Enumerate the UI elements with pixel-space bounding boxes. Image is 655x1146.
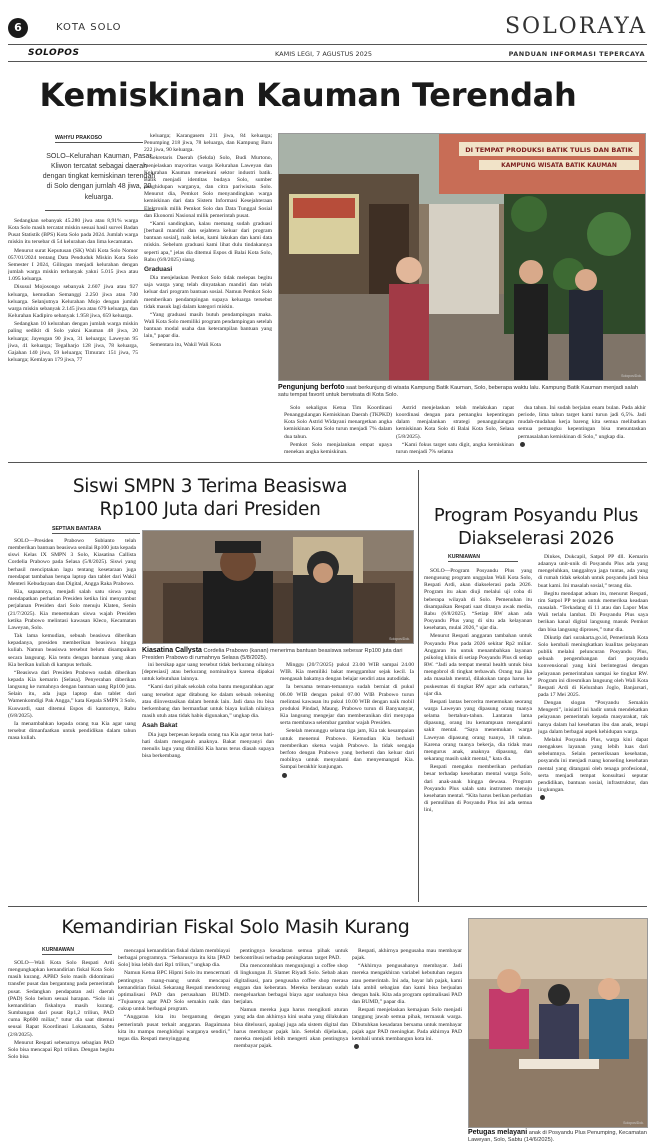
section-divider-2	[8, 906, 647, 907]
body-paragraph: mencapai kemandirian fiskal dalam membiayai berbagai programnya. “Seharusnya itu kita [PAD Solo] bisa lebih dari Rp1 triliun,” ungkap dia.	[118, 948, 230, 969]
section-divider-1	[8, 462, 647, 463]
article4-column-1	[8, 960, 114, 1142]
body-paragraph: Namun Ketua BPC Hipmi Solo itu mencermati pentingnya ruang-ruang untuk mencapai kemandirian fiskal. Sekarang Respati mendorong optimalisasi PAD dan perusahaan BUMD. “Tujuannya agar PAD Solo semakin naik dan cukup untuk berbagai program.	[118, 970, 230, 1013]
article2-subhead-asah-bakat: Asah Bakat	[142, 722, 178, 730]
article1-photo	[278, 133, 646, 381]
masthead-divider-bottom	[8, 61, 647, 62]
article3-headline-line1: Program Posyandu Plus	[433, 505, 639, 526]
article1-photo-caption	[278, 383, 646, 400]
body-paragraph: Sedangkan 10 kelurahan dengan jumlah warga miskin paling sedikit di Solo yakni Kauman 48 jiwa, 20 keluarga; Jayengan 90 jiwa, 31 keluarga; Laweyan 95 jiwa, 41 keluarga; Tegalharjo 128 jiwa, 78 keluarga, Gajahan 140 jiwa, 59 keluarga; Timuran: 151 jiwa, 75 keluarga; Kemlayan 179 jiwa, 77	[8, 321, 138, 363]
masthead	[0, 0, 655, 64]
article1-subhead-graduasi: Graduasi	[144, 265, 173, 273]
body-paragraph: Tak lama kemudian, sebuah beasiswa diberikan kepadanya, presiden memberikan beasiswa hingga kuliah. Namun beasiswa tersebut belum disampaikan secara langsung. Kia tentu dengan bantuan yang akan Kia berikan kuliah di kampus terbaik.	[8, 633, 136, 668]
photo-sign-text-2: KAMPUNG WISATA BATIK KAUMAN	[501, 162, 617, 169]
article2-headline	[10, 475, 410, 521]
article1-column-2	[144, 133, 272, 456]
article1-column-1	[8, 218, 138, 456]
article-end-icon	[540, 795, 545, 800]
article3-headline	[422, 505, 650, 550]
photo-sign-text-1: DI TEMPAT PRODUKSI BATIK TULIS DAN BATIK	[465, 146, 633, 154]
masthead-divider	[8, 44, 647, 45]
body-paragraph: “Kami sandingkan, kalau memang sudah graduasi [berhasil mandiri dan sejahtera keluar dari program bantuan sosial], naik kelas, kami lakukan dan kami data miskin. Sebelum graduasi kami lihat dulu tindakannya seperti apa,” jelas dia ditemui Espos di Balai Kota Solo, Rabu (6/8/2025) siang.	[144, 220, 272, 263]
article2-caption-text: Cordelia Prabowo (kanan) menerima bantuan beasiswa sebesar Rp100 juta dari Presiden Prabowo di rumahnya Selasa (5/8/2025).	[142, 648, 403, 662]
article4-column-3	[234, 948, 348, 1142]
body-paragraph: pentingnya kesadaran semua pihak untuk berkontribusi terhadap peningkatan target PAD.	[234, 948, 348, 962]
body-paragraph: Dia mencontohkan mengunjungi a coffee shop di lingkungan Jl. Slamet Riyadi Solo. Sebab akan digitalisasi, para pengusaha coffee shop merasa enggan dan keberatan. Mereka beralasan sudah mengeluarkan berbagai biaya agar usahanya bisa berjalan.	[234, 963, 348, 1006]
article4-photo-caption	[468, 1128, 648, 1145]
body-paragraph: SOLO—Program Posyandu Plus yang mengusung program unggulan Wali Kota Solo, Respati Ardi, akan diakselerasi pada 2026. Program itu akan diuji melalui uji coba di beberapa wilayah di Solo. Pemenuhan itu disampaikan Respati saat ditanya awak media, Rabu (6/8/2025). “Setiap RW akan ada Posyandu Plus yang di situ ada kelayanan kesehatan, mulai 2026,” ujar dia.	[424, 568, 532, 632]
article4-photo-credit: Solopos/Dok.	[623, 1121, 644, 1125]
body-paragraph: dua tahun. Ini sudah berjalan enam bulan. Pada akhir periode, lima tahun target kami turun jadi 6,5%. Jadi mudah-mudahan kerja bareng kita semua melibatkan semua pemangku kepentingan bisa menuntaskan permasalahan kemiskinan di Solo,” ungkap dia.	[518, 405, 646, 440]
article1-summary: SOLO–Kelurahan Kauman, Pasar Kliwon tercatat sebagai daerah dengan tingkat kemiskinan terendah di Solo dengan jumlah 48 jiwa, 20 keluarga.	[42, 153, 156, 201]
body-paragraph: Sekretaris Daerah (Sekda) Solo, Budi Murtono, menjelaskan mayoritas warga Kelurahan Laweyan dan Kelurahan Kauman menekuni sektor industri batik. Batik menjadi identitas budaya Solo, sumber penghidupan warganya, dan citra pariwisata Solo. Menurut dia, Pemkot Solo menyandingkan warga kemiskinan dari data Sistem Informasi Kesejahteraan Elektronik milik Pemkot Solo dan Data Tunggal Sosial dan Ekonomi Nasional milik pemerintah pusat.	[144, 155, 272, 219]
article2-photo-credit: Solopos/Dok.	[389, 637, 410, 641]
posyandu-photo	[469, 919, 648, 1128]
body-paragraph: Respati menjelaskan kemajuan Solo menjadi tanggung jawab semua pihak, termasuk warga. Dibutuhkan kesadaran bersama untuk membayar pajak agar PAD meningkat. Pada akhirnya PAD kembali untuk membangun kota ini.	[352, 1007, 462, 1042]
article2-column-3	[280, 662, 414, 902]
article1-byline: WAHYU PRAKOSO	[55, 135, 143, 143]
article1-column-4	[396, 405, 514, 457]
beasiswa-photo	[143, 531, 414, 644]
article3-column-1	[424, 568, 532, 902]
article4-column-2	[118, 948, 230, 1142]
article4-column-4	[352, 948, 462, 1142]
body-paragraph: Dia juga berpesan kepada orang tua Kia agar terus hati-hati dalam mengasuh anaknya. Bakat menyanyi dan menulis lagu yang dimiliki Kia harus terus diasah supaya bisa berkembang.	[142, 731, 274, 760]
article4-caption-text: anak di Posyandu Plus Penumping, Kecamatan Laweyan, Solo, Sabtu (14/6/2025).	[468, 1130, 647, 1144]
body-paragraph: Menurut surat Keputusan (SK) Wali Kota Solo Nomor 057/01/2024 tentang Data Penduduk Miskin Kota Solo Semester I 2024, Gilingan menjadi kelurahan dengan jumlah warga miskin terbanyak yakni 5.015 jiwa atau 1.095 keluarga.	[8, 247, 138, 283]
article1-photo-credit: Solopos/Dok.	[621, 374, 642, 378]
article2-column-2	[142, 662, 274, 902]
body-paragraph: “Kami fokus target satu digit, angka kemiskinan turun menjadi 7% selama	[396, 441, 514, 455]
article-end-icon	[282, 773, 287, 778]
body-paragraph: “Kami dari pihak sekolah coba bantu mengarahkan agar uang tersebut agar ditabung ke dalam sebuah rekening atau diinvestasikan dalam bentuk lain. Jadi dana itu bisa berkembang dan bermanfaat untuk biaya kuliah nilainya masih utuh atau tidak habis digunakan,” ungkap dia.	[142, 684, 274, 720]
article1-caption-text: saat berkunjung di wisata Kampung Batik Kauman, Solo, beberapa waktu lalu. Kampung Batik Kauman menjadi salah satu tempat favorit untuk berwisata di Kota Solo.	[278, 385, 639, 399]
body-paragraph: Astrid menjelaskan telah melakukan rapat koordinasi dengan para pemangku kepentingan dalam menjalankan strategi penanggulangan kemiskinan Kota Solo di Balai Kota Solo, Selasa (5/8/2025).	[396, 405, 514, 440]
body-paragraph: “Beasiswa dari Presiden Prabowo sudah diberikan kepada Kia kemarin [Selasa]. Penyerahan diberikan langsung ke rumahnya dengan bantuan uang Rp100 juta. Selain itu, ada juga laptop dan tablet dari Wamenkomdigi Pak Angga,” kata Kepala SMPN 3 Solo, Kuswardi, saat ditemui Espos di kantornya, Rabu (6/8/2025).	[8, 669, 136, 719]
article4-byline: KURNIAWAN	[42, 947, 112, 955]
body-paragraph: Ia menambahkan kepada orang tua Kia agar uang tersebut dimanfaatkan untuk pendidikan dalam tahun masa kuliah.	[8, 720, 136, 742]
article1-summary-rule	[45, 210, 155, 211]
article3-headline-line2: Diakselerasi 2026	[457, 527, 615, 549]
article1-column-3	[284, 405, 392, 457]
body-paragraph: Respati, akhirnya pengusaha mau membayar pajak.	[352, 948, 462, 962]
article2-caption-bold: Kiasatina Callysta	[142, 647, 202, 654]
section-label: KOTA SOLO	[56, 22, 122, 33]
article2-photo	[142, 530, 414, 644]
body-paragraph: keluarga; Karangasem 211 jiwa, 84 keluarga; Penumping 218 jiwa, 78 keluarga, dan Kampung Baru 222 jiwa, 90 keluarga.	[144, 133, 272, 154]
publication-name: SOLORAYA	[504, 14, 647, 39]
body-paragraph: Disusul Mojosongo sebanyak 2.607 jiwa atau 927 keluarga, kemudian Semanggi 2.250 jiwa atau 740 keluarga. Selanjutnya Kelurahan Mojo dengan jumlah warga miskin sebanyak 2.145 jiwa atau 679 keluarga, dan Kelurahan Kadipiro sebanyak 1.958 jiwa, 659 keluarga.	[8, 284, 138, 320]
body-paragraph: “Anggaran kita itu bergantung dengan pemerintah pusat terkait anggaran. Bagaimana kita itu mampu menghidupi warganya sendiri,” tegas dia. Respati menyinggung	[118, 1014, 230, 1042]
article4-caption-bold: Petugas melayani	[468, 1129, 528, 1136]
article-end-icon	[354, 1044, 359, 1049]
solopos-logo: SOLOPOS	[28, 48, 80, 58]
body-paragraph: Solo sekaligus Ketua Tim Koordinasi Penanggulangan Kemiskinan Daerah (TKPKD) Kota Solo Astrid Widayani menargetkan angka kemiskinan Kota Solo turun menjadi 7% dalam dua tahun.	[284, 405, 392, 440]
body-paragraph: Namun mereka juga harus mengikuti aturan yang ada dan akhirnya kini usaha yang dilakukan bisa ditelusuri, apalagi juga ada sistem digital dan harus membayar pajak lain. Setelah dijelaskan, mereka menjadi lebih mengerti akan pentingnya membayar pajak.	[234, 1007, 348, 1050]
column-divider-vertical	[418, 470, 419, 902]
body-paragraph: ini bersikap agar uang tersebut tidak berkurang nilainya [depresiasi] atau berkurang nominalnya karena dipakai untuk kebutuhan lainnya.	[142, 662, 274, 683]
article4-photo	[468, 918, 648, 1128]
body-paragraph: Menurut Respati sebenarnya sebagian PAD Solo bisa mencapai Rp1 triliun. Dengan begitu Solo bisa	[8, 1039, 114, 1061]
article3-byline: KURNIAWAN	[448, 554, 518, 562]
article1-headline: Kemiskinan Kauman Terendah	[39, 76, 577, 114]
body-paragraph: Respati lantas bercerita menemukan seorang warga Laweyan yang dipasung orang tuanya selama bertahun-tahun. Lantaran lama dipasung, orang itu kemampuan mengalami sakit mental. “Saya menemukan warga Laweyan dipasung orang tuanya, 18 tahun. Karena orang tuanya bekerja, dia tidak mau mengurus anak, anaknya dipasung, dan sekarang masih sakit mental,” kata dia.	[424, 698, 532, 763]
article1-column-5	[518, 405, 646, 457]
tagline: PANDUAN INFORMASI TEPERCAYA	[508, 50, 645, 58]
article2-headline-line1: Siswi SMPN 3 Terima Beasiswa	[72, 476, 348, 497]
body-paragraph: Dinkes, Dukcapil, Satpol PP dll. Kemarin adaanya unit-unik di Posyandu Plus ada yang mengeluhkan, tanggalnya jaga tuntas, ada yang di rumah tidak sekolah untuk posyandu jadi bisa buat kami. Ini masalah sosial,” terang dia.	[538, 554, 648, 589]
page-number-badge: 6	[8, 18, 28, 38]
body-paragraph: Dia menjelaskan Pemkot Solo tidak melepas begitu saja warga yang telah dinyatakan mandiri dan telah keluar dari program bantuan sosial. Namun Pemkot Solo memberikan pendampingan supaya keluarga tersebut tidak masuk lagi dalam kategori miskin.	[144, 275, 272, 310]
body-paragraph: Menurut Respati anggaran tambahan untuk Posyandu Plus pada 2026 sekitar Rp2 miliar. Anggaran itu untuk menambahkan layanan psikolog klinis di setiap Posyandu Plus di setiap RW. “Jadi ada tempat mental health untuk bisa mengobrol di tingkat terbawah. Orang tua jika ada masalah mental, dilakukan tanpa harus ke puskesmas di tingkat RW agar ada curhatan,” ujar dia.	[424, 633, 532, 697]
body-paragraph: “Yang graduasi masih butuh pendampingan maka. Wali Kota Solo memiliki program pendampingan setelah bantuan modal usaha dan keterampilan bantuan yang lain,” papar dia.	[144, 311, 272, 340]
body-paragraph: Setelah menunggu selama tiga jam, Kia tak kesampaian untuk menemui Prabowo. Kemudian Kia berhasil memberikan sketsa wajah Prabowo. Ia tidak sengaja berfoto dengan Prabowo yang berhenti dan keluar dari mobilnya untuk menyalami dan menyemangati Kia. Sampai berakhir kunjungan.	[280, 728, 414, 771]
body-paragraph: SOLO—Wali Kota Solo Respati Ardi mengungkapkan kemandirian fiskal Kota Solo masih kurang. APBD Solo masih didominasi transfer pusat dan bergantung pada pemerintah pusat. Sedangkan pendapatan asli daerah (PAD) Solo belum sesuai harapan. “Solo ini kemandirian fiskalnya masih kurang. Sumbangan dari pusat Rp1,2 triliun, PAD cuma Rp600 miliar,” tutur dia saat ditemui seusai Rapat Koordinasi Lokananta, Sabtu (2/8/2025).	[8, 960, 114, 1038]
body-paragraph: Melalui Posyandu Plus, warga kini dapat mengakses layanan yang lebih luas dari sebelumnya. Selain pemeriksaan kesehatan, posyandu ini menjadi ruang konseling kesehatan mental yang ditangani oleh tenaga profesional, serta menjadi tempat konsultasi seputar pendidikan, bantuan sosial, infrastruktur, dan lingkungan.	[538, 736, 648, 793]
body-paragraph: Ia bersama teman-temannya sudah berniat di pukul 06.00 WIB dengan pukul 07.00 WIB Prabowo turun melintasi kawasan itu pukul 10.00 WIB dengan naik mobil produksi Pindad, Maung. Prabowo turun di Banyuanyar, Kia langsung mengejar dan memberanikan diri menyapa serta membawa selembar gambar wajah Presiden.	[280, 684, 414, 727]
article-end-icon	[520, 442, 525, 447]
body-paragraph: Kia, sapaannya, menjadi salah satu siswa yang mendapatkan perhatian Presiden ketika lini menyambut perjalanan Presiden dari Solo menuju Klaten, Senin (21/7/2025). Kia menemukan siswa wajah Presiden ketika Prabowo melintasi kawasan Kleco, Kecamatan Laweyan, Solo.	[8, 589, 136, 631]
issue-date: KAMIS LEGI, 7 AGUSTUS 2025	[275, 50, 373, 58]
article2-byline: SEPTIAN BANTARA	[52, 526, 140, 534]
body-paragraph: SOLO—Presiden Prabowo Subianto telah memberikan bantuan beasiswa senilai Rp100 juta kepada siswi Kelas IX SMPN 3 Solo, Kiasatina Callista Cordelia Prabowo pada Selasa (5/8/2025). Siswi yang berhasil menciptakan lagu tentang kesetaraan juga mendapat tambahan berupa laptop dan tablet dari Wakil Menteri Kebudayaan dan Digital, Angga Raka Prabowo.	[8, 538, 136, 587]
body-paragraph: Dikutip dari surakarta.go.id, Pemerintah Kota Solo kembali meningkatkan kualitas pelayanan publik melalui peluncuran Posyandu Plus, sebuah pengembangan dari posyandu konvensional yang kini berintegrasi dengan pelayanan pemerintahan sampai ke tingkat RW. Program ini diresmikan langsung oleh Wali Kota Respati Ardi di Kelurahan Joglo, Banjarsari, pada 17 Mei 2025.	[538, 634, 648, 698]
body-paragraph: Dengan slogan “Posyandu Semakin Mengerti”, inisiatif ini hadir untuk mendekatkan pelayanan pemerintah kepada masyarakat, tak hanya dalam hal kesehatan ibu dan anak, tetapi juga dalam berbagai aspek kehidupan warga.	[538, 700, 648, 735]
body-paragraph: “Akhirnya pengusahanya membayar. Jadi mereka mengakhiran variabel kebutuhan negara atau pemerintah. Ini ada, bayar lah pajak, kami lalu ambil sebagian dan kami bisa berjualan dengan baik. Kita ada program optimalisasi PAD dan BUMD,” papar dia.	[352, 963, 462, 1006]
body-paragraph: Minggu (20/7/2025) pukul 23.00 WIB sampai 24.00 WIB. Kia memiliki bakat menggambar sejak kecil. Ia mengasah bakatnya dengan belajar sendiri atau autodidak.	[280, 662, 414, 683]
article2-column-1	[8, 538, 136, 902]
article2-headline-line2: Rp100 Juta dari Presiden	[99, 499, 321, 521]
article4-headline: Kemandirian Fiskal Solo Masih Kurang	[61, 916, 410, 938]
article2-photo-caption	[142, 646, 414, 663]
article3-column-2	[538, 554, 648, 902]
body-paragraph: Begitu mendapat aduan itu, menurut Respati, tim Satpol PP terjun untuk memeriksa keadaan masalah. “Terkadang di 11 atau dan Lapor Mas Wali terlalu lambat. Di Posyandu Plus saya berikan kanal digital langsung masuk Pemkot dan bisa langsung diproses,” tutur dia.	[538, 590, 648, 633]
body-paragraph: Sedangkan sebanyak 45.280 jiwa atau 8,91% warga Kota Solo masih tercatat miskin sesuai hasil survei Badan Pusat Statistik (BPS) Kota Solo pada 2024. Jumlah warga miskin itu tersebar di 54 kelurahan dan lima kecamatan.	[8, 218, 138, 246]
article1-caption-bold: Pengunjung berfoto	[278, 384, 345, 391]
body-paragraph: Sementara itu, Wakil Wali Kota	[150, 341, 221, 348]
body-paragraph: Respati mengaku memberikan perhatian besar terhadap kesehatan mental warga Solo, dari anak-anak hingga dewasa. Program Posyandu Plus salah satu instrumen menuju kesehatan mental. “Kita harus berikan perhatian di pemulihan di Posyandu Plus ini ada semua lini,	[424, 764, 532, 814]
kampung-batik-photo	[279, 134, 646, 381]
body-paragraph: Pemkot Solo menjalankan empat upaya menekan angka kemiskinan.	[284, 441, 392, 455]
